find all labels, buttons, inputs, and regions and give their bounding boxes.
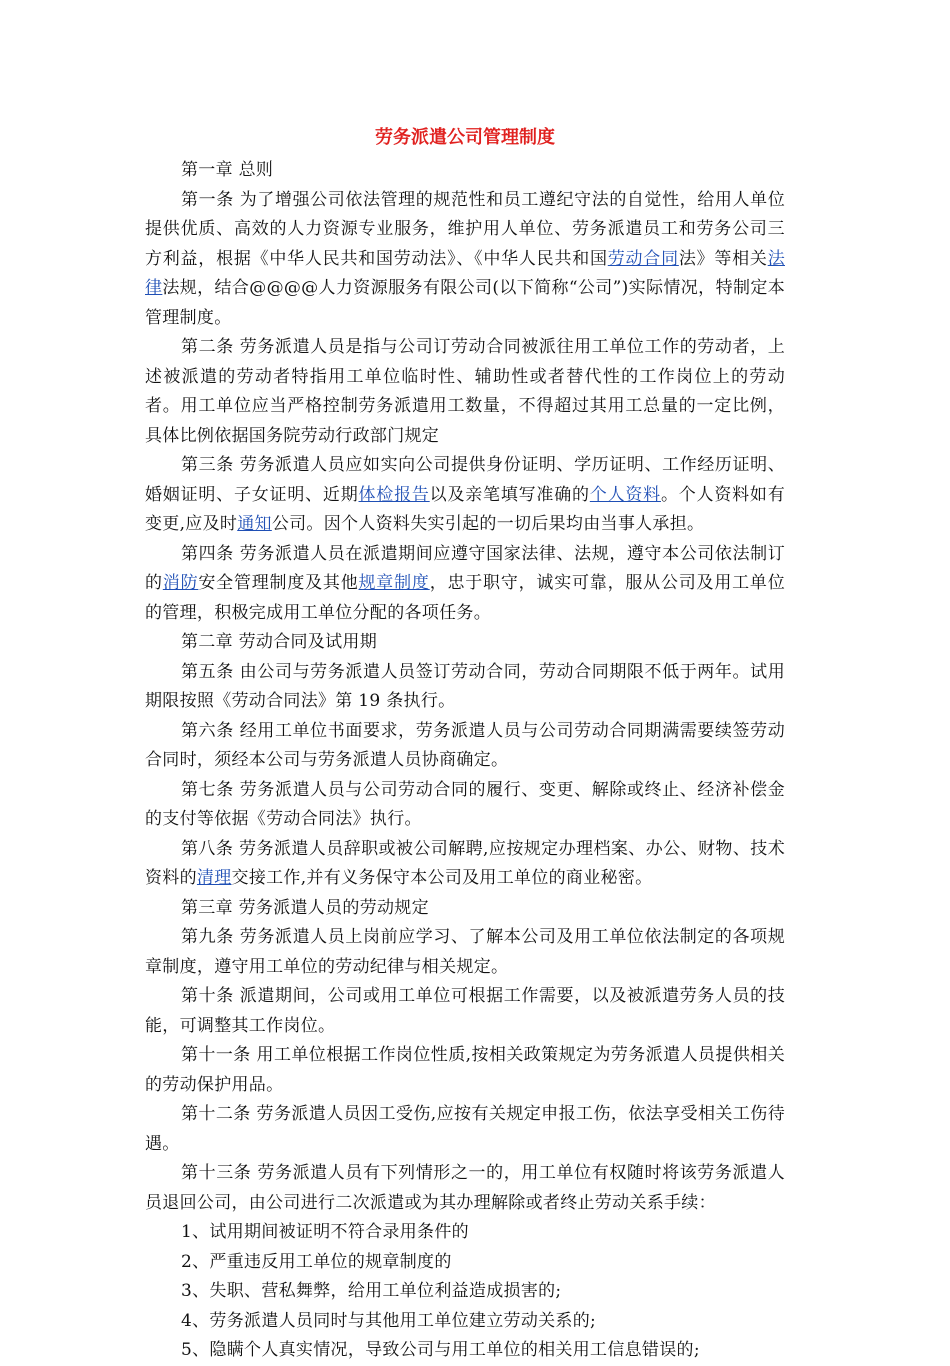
- article-5: 第五条 由公司与劳务派遣人员签订劳动合同，劳动合同期限不低于两年。试用期限按照《劳动合同法》第 19 条执行。: [145, 661, 785, 711]
- link-regulations[interactable]: 规章制度: [358, 573, 430, 593]
- article-text: 安全管理制度及其他: [198, 573, 359, 593]
- list-item: 2、严重违反用工单位的规章制度的: [181, 1251, 452, 1272]
- article-7: 第七条 劳务派遣人员与公司劳动合同的履行、变更、解除或终止、经济补偿金的支付等依据《劳动合同法》执行。: [145, 779, 785, 829]
- article-6: 第六条 经用工单位书面要求，劳务派遣人员与公司劳动合同期满需要续签劳动合同时，须经本公司与劳务派遣人员协商确定。: [145, 720, 785, 770]
- link-notice[interactable]: 通知: [237, 514, 272, 534]
- link-medical-report[interactable]: 体检报告: [358, 484, 430, 505]
- link-labor-contract[interactable]: 劳动合同: [607, 248, 679, 269]
- article-text: 以及亲笔填写准确的: [429, 484, 590, 505]
- link-personal-info[interactable]: 个人资料: [589, 484, 661, 505]
- document-title: 劳务派遣公司管理制度: [375, 127, 555, 148]
- article-11: 第十一条 用工单位根据工作岗位性质,按相关政策规定为劳务派遣人员提供相关的劳动保护用品。: [145, 1045, 785, 1095]
- article-3: [145, 451, 785, 540]
- link-fire-safety[interactable]: 消防: [162, 573, 199, 593]
- list-item: 5、隐瞒个人真实情况，导致公司与用工单位的相关用工信息错误的;: [181, 1340, 700, 1360]
- article-text: 第八条 劳务派遣人员辞职或被公司解聘,应按规定办理档案、办公、财物、技术资料的: [145, 838, 785, 888]
- article-text: 。个人资料如有变更,应及时: [145, 484, 786, 534]
- article-text: 第三条 劳务派遣人员应如实向公司提供身份证明、学历证明、工作经历证明、婚姻证明、子女证明、近期: [145, 455, 785, 505]
- list-item: 4、劳务派遣人员同时与其他用工单位建立劳动关系的;: [181, 1310, 597, 1331]
- article-10: 第十条 派遣期间，公司或用工单位可根据工作需要，以及被派遣劳务人员的技能，可调整其工作岗位。: [145, 986, 785, 1036]
- list-item: 1、试用期间被证明不符合录用条件的: [181, 1222, 469, 1242]
- document-page: [145, 120, 785, 1366]
- article-8: [145, 835, 785, 894]
- article-2: 第二条 劳务派遣人员是指与公司订劳动合同被派往用工单位工作的劳动者，上述被派遣的劳动者特指用工单位临时性、辅助性或者替代性的工作岗位上的劳动者。用工单位应当严格控制劳务派遣用工数量，不得超过其用工总量的一定比例，具体比例依据国务院劳动行政部门规定: [145, 337, 785, 446]
- article-text: 法》等相关: [678, 248, 768, 269]
- link-clearance[interactable]: 清理: [196, 868, 232, 888]
- article-text: 第四条 劳务派遣人员在派遣期间应遵守国家法律、法规，遵守本公司依法制订的: [145, 543, 785, 593]
- article-9: 第九条 劳务派遣人员上岗前应学习、了解本公司及用工单位依法制定的各项规章制度，遵守用工单位的劳动纪律与相关规定。: [145, 927, 785, 977]
- chapter-heading: 第二章 劳动合同及试用期: [181, 632, 378, 652]
- article-1: [145, 186, 785, 334]
- article-12: 第十二条 劳务派遣人员因工受伤,应按有关规定申报工伤，依法享受相关工伤待遇。: [145, 1104, 785, 1154]
- link-law[interactable]: 法律: [145, 248, 785, 298]
- article-text: 第一条 为了增强公司依法管理的规范性和员工遵纪守法的自觉性，给用人单位提供优质、高效的人力资源专业服务，维护用人单位、劳务派遣员工和劳务公司三方利益，根据《中华人民共和国劳动法》、《中华人民共和国: [145, 189, 785, 269]
- article-13: 第十三条 劳务派遣人员有下列情形之一的，用工单位有权随时将该劳务派遣人员退回公司，由公司进行二次派遣或为其办理解除或者终止劳动关系手续：: [145, 1163, 785, 1213]
- article-text: 法规，结合@@@@人力资源服务有限公司(以下简称“公司”)实际情况，特制定本管理制度。: [145, 278, 785, 328]
- chapter-heading: 第一章 总则: [181, 160, 274, 180]
- article-text: 公司。因个人资料失实引起的一切后果均由当事人承担。: [271, 514, 705, 534]
- article-4: [145, 540, 785, 629]
- article-text: ，忠于职守，诚实可靠，服从公司及用工单位的管理，积极完成用工单位分配的各项任务。: [145, 573, 786, 623]
- chapter-heading: 第三章 劳务派遣人员的劳动规定: [181, 897, 429, 918]
- list-item: 3、失职、营私舞弊，给用工单位利益造成损害的;: [181, 1281, 562, 1301]
- article-text: 交接工作,并有义务保守本公司及用工单位的商业秘密。: [231, 868, 653, 888]
